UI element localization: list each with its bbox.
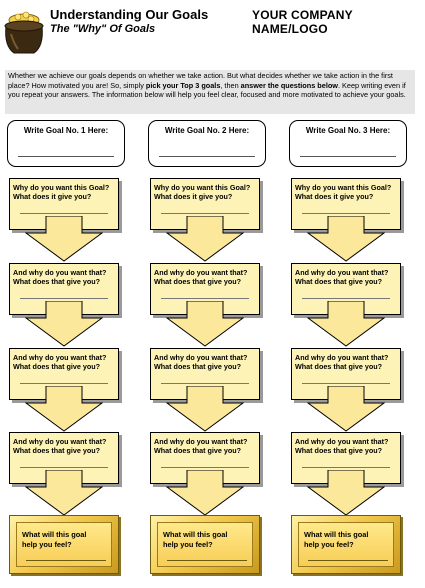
question-line-2: What does that give you? — [13, 362, 101, 371]
answer-line[interactable] — [302, 467, 390, 468]
question-line-1: And why do you want that? — [13, 353, 107, 362]
feeling-box[interactable] — [291, 515, 401, 574]
goal-label: Write Goal No. 2 Here: — [164, 126, 250, 135]
question-line-1: And why do you want that? — [154, 268, 248, 277]
answer-line[interactable] — [302, 213, 390, 214]
feeling-question-line-1: What will this goal — [22, 530, 87, 539]
down-arrow-icon — [166, 301, 244, 347]
question-line-1: And why do you want that? — [295, 268, 389, 277]
answer-line[interactable] — [161, 213, 249, 214]
question-line-2: What does that give you? — [154, 277, 242, 286]
page-title: Understanding Our Goals — [50, 7, 209, 22]
goal-input-box[interactable] — [289, 120, 407, 167]
intro-part: , then — [220, 80, 241, 90]
goal-label: Write Goal No. 3 Here: — [305, 126, 391, 135]
down-arrow-icon — [307, 386, 385, 432]
goal-input-box[interactable] — [148, 120, 266, 167]
answer-line[interactable] — [161, 383, 249, 384]
down-arrow-icon — [307, 216, 385, 262]
down-arrow-icon — [307, 301, 385, 347]
feeling-box[interactable] — [9, 515, 119, 574]
question-line-2: What does that give you? — [295, 362, 383, 371]
question-line-2: What does it give you? — [154, 192, 233, 201]
down-arrow-icon — [25, 301, 103, 347]
answer-line[interactable] — [20, 298, 108, 299]
down-arrow-icon — [25, 386, 103, 432]
question-line-1: Why do you want this Goal? — [154, 183, 251, 192]
answer-line[interactable] — [167, 560, 247, 561]
write-line[interactable] — [159, 156, 255, 157]
question-line-1: And why do you want that? — [295, 353, 389, 362]
down-arrow-icon — [307, 470, 385, 516]
question-line-2: What does that give you? — [154, 362, 242, 371]
page-header — [0, 0, 425, 66]
down-arrow-icon — [25, 216, 103, 262]
down-arrow-icon — [166, 216, 244, 262]
feeling-question-line-2: help you feel? — [22, 540, 72, 549]
question-line-2: What does that give you? — [154, 446, 242, 455]
answer-line[interactable] — [302, 298, 390, 299]
answer-line[interactable] — [20, 467, 108, 468]
intro-bold: pick your Top 3 goals — [145, 80, 221, 90]
write-line[interactable] — [18, 156, 114, 157]
question-line-2: What does that give you? — [295, 446, 383, 455]
down-arrow-icon — [166, 386, 244, 432]
answer-line[interactable] — [20, 213, 108, 214]
intro-part: Whether we achieve our goals depends on whether we take action. But what decides whether we take action in the first place? How motivated you are! So, simply — [8, 71, 393, 90]
down-arrow-icon — [25, 470, 103, 516]
question-line-1: Why do you want this Goal? — [13, 183, 110, 192]
question-line-2: What does it give you? — [13, 192, 92, 201]
intro-text — [5, 70, 415, 114]
answer-line[interactable] — [308, 560, 388, 561]
question-line-1: And why do you want that? — [295, 437, 389, 446]
goal-label: Write Goal No. 1 Here: — [23, 126, 109, 135]
answer-line[interactable] — [161, 298, 249, 299]
question-line-2: What does that give you? — [295, 277, 383, 286]
question-line-2: What does that give you? — [13, 277, 101, 286]
answer-line[interactable] — [26, 560, 106, 561]
feeling-question-line-1: What will this goal — [163, 530, 228, 539]
pot-of-gold-icon — [2, 6, 46, 58]
feeling-box[interactable] — [150, 515, 260, 574]
answer-line[interactable] — [20, 383, 108, 384]
question-line-1: And why do you want that? — [13, 437, 107, 446]
goal-input-box[interactable] — [7, 120, 125, 167]
intro-part: . Keep writing even if you repeat your answers. The information below will help you feel clear, focused and more motivated to achieve your goals. — [8, 80, 406, 100]
question-line-1: And why do you want that? — [154, 353, 248, 362]
feeling-question-line-1: What will this goal — [304, 530, 369, 539]
feeling-question-line-2: help you feel? — [163, 540, 213, 549]
answer-line[interactable] — [161, 467, 249, 468]
question-line-1: And why do you want that? — [154, 437, 248, 446]
page-subtitle: The "Why" Of Goals — [50, 23, 156, 35]
question-line-2: What does that give you? — [13, 446, 101, 455]
down-arrow-icon — [166, 470, 244, 516]
feeling-question-line-2: help you feel? — [304, 540, 354, 549]
answer-line[interactable] — [302, 383, 390, 384]
company-name-placeholder: YOUR COMPANY NAME/LOGO — [252, 8, 353, 36]
write-line[interactable] — [300, 156, 396, 157]
question-line-2: What does it give you? — [295, 192, 374, 201]
question-line-1: Why do you want this Goal? — [295, 183, 392, 192]
question-line-1: And why do you want that? — [13, 268, 107, 277]
intro-bold: answer the questions below — [240, 80, 338, 90]
